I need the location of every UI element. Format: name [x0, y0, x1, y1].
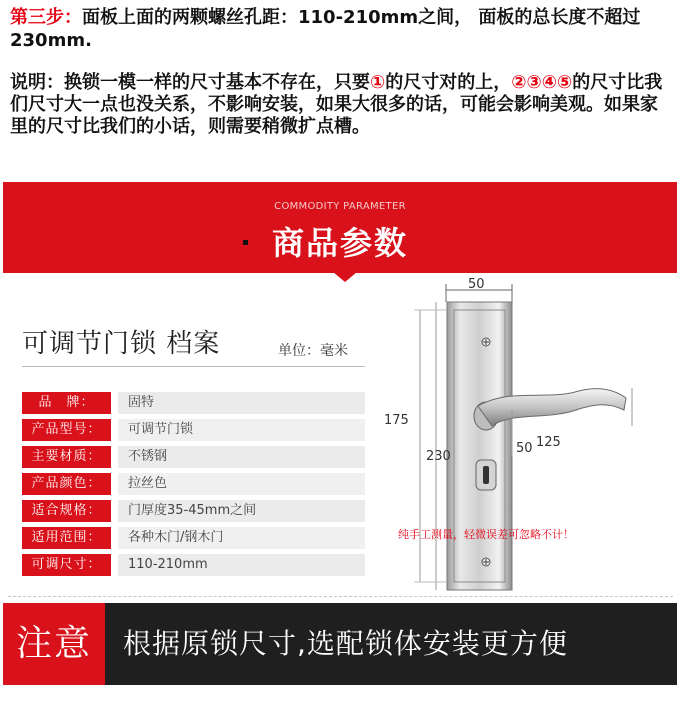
lock-panel	[447, 302, 512, 590]
thumb-turn-icon	[483, 466, 489, 484]
dim-175-label: 175	[384, 413, 409, 428]
spec-key: 可调尺寸：	[22, 554, 111, 576]
spec-row	[22, 498, 365, 525]
spec-key: 适合规格：	[22, 500, 111, 522]
spec-table	[22, 390, 365, 579]
unit-label: 单位：毫米	[278, 343, 348, 359]
note-rest: 的尺寸比我们尺寸大一点也没关系，不影响安装，如果大很多的话，可能会影响美观。如果家里的尺寸比我们的小话，则需要稍微扩点槽。	[10, 72, 663, 137]
notice-tag: 注意	[3, 603, 105, 685]
spec-value: 不锈钢	[118, 446, 365, 468]
note-prefix: 说明：换锁一模一样的尺寸基本不存在，只要	[10, 72, 370, 93]
note-circles: ②③④⑤	[511, 72, 573, 93]
dim-125-label: 125	[536, 435, 561, 450]
spec-row	[22, 390, 365, 417]
banner-title: 商品参数	[271, 224, 408, 262]
dim-230-label: 230	[426, 449, 451, 464]
step-label: 第三步：	[10, 7, 82, 28]
notice-bar	[3, 603, 677, 685]
title-divider	[22, 366, 365, 367]
spec-row	[22, 417, 365, 444]
banner-subtitle: COMMODITY PARAMETER	[274, 201, 406, 212]
measurement-note: 纯手工测量，轻微误差可忽略不计！	[398, 528, 574, 541]
spec-value: 各种木门/钢木门	[118, 527, 365, 549]
spec-row	[22, 525, 365, 552]
lock-illustration	[380, 270, 680, 600]
spec-key: 适用范围：	[22, 527, 111, 549]
note-mid: 的尺寸对的上，	[385, 72, 512, 93]
section-divider	[8, 596, 673, 597]
spec-value: 门厚度35-45mm之间	[118, 500, 365, 522]
spec-value: 固特	[118, 392, 365, 414]
spec-key: 品 牌：	[22, 392, 111, 414]
spec-value: 可调节门锁	[118, 419, 365, 441]
lock-diagram	[380, 270, 680, 600]
spec-row	[22, 552, 365, 579]
spec-value: 110-210mm	[118, 554, 365, 576]
dim-50-label: 50	[516, 441, 533, 456]
spec-key: 产品型号：	[22, 419, 111, 441]
banner-notch	[333, 272, 357, 282]
notice-message: 根据原锁尺寸,选配锁体安装更方便	[123, 627, 568, 660]
spec-key: 产品颜色：	[22, 473, 111, 495]
commodity-banner	[3, 182, 677, 273]
note-circle-1: ①	[370, 72, 386, 93]
spec-value: 拉丝色	[118, 473, 365, 495]
dim-width-label: 50	[468, 277, 485, 292]
step-three-text	[10, 6, 672, 52]
explanation-note	[10, 72, 672, 138]
spec-key: 主要材质：	[22, 446, 111, 468]
spec-row	[22, 471, 365, 498]
step-body: 面板上面的两颗螺丝孔距：110-210mm之间， 面板的总长度不超过230mm.	[10, 7, 641, 51]
spec-row	[22, 444, 365, 471]
profile-title: 可调节门锁 档案	[22, 329, 221, 359]
